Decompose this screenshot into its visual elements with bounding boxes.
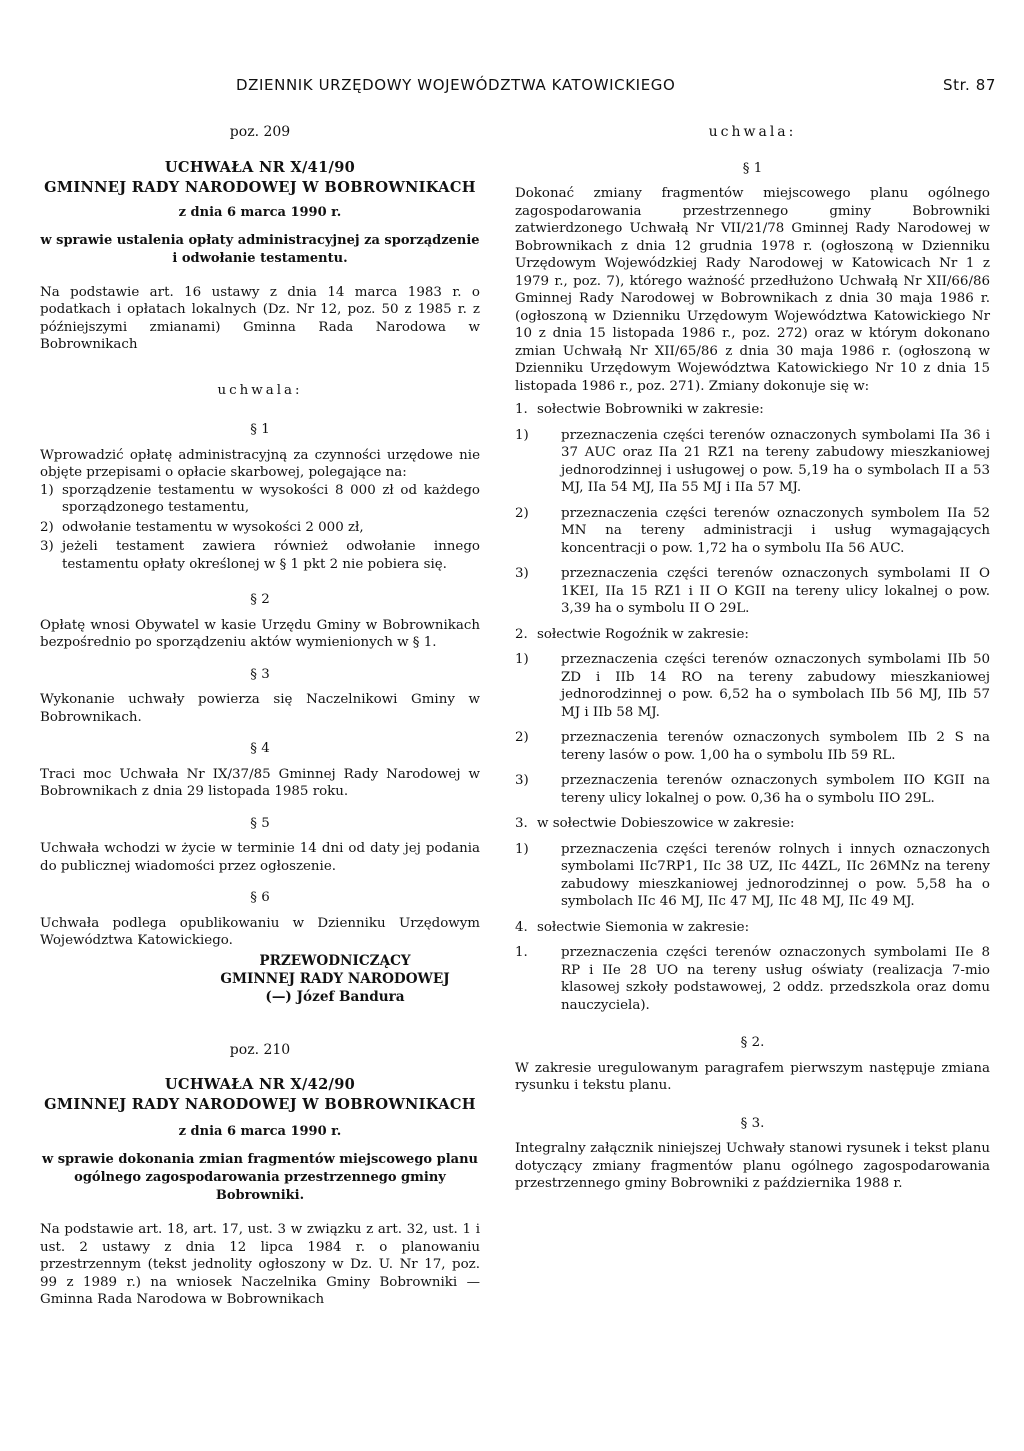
section-3-heading: § 3 xyxy=(250,666,270,682)
signature-name: (—) Józef Bandura xyxy=(265,988,405,1005)
village-group: 1. sołectwie Bobrowniki w zakresie: 1) przeznaczenia części terenów oznaczonych symbolami IIa 36 i 37 AUC oraz IIa 21 RZ1 na tereny zabudowy mieszkaniowej jednorodzinnej i usługowej o pow. 5,19 ha o symbolach II a 53 MJ, IIa 54 MJ, IIa 55 MJ i IIa 57 MJ. 2) przeznaczenia części terenów oznaczonych symbolem IIa 52 MN na tereny administracji i usług wymagających koncentracji o pow. 1,72 ha o symbolu IIa 56 AUC. 3) przeznaczenia części terenów oznaczonych symbolami II O 1KEI, IIa 15 RZ1 i II O KGII na tereny ulicy lokalnej o pow. 3,39 ha o symbolu II O 29L. xyxy=(515,402,990,616)
section-1-text: Wprowadzić opłatę administracyjną za czynności urzędowe nie objęte przepisami o opłacie skarbowej, polegające na: xyxy=(40,447,480,480)
village-group: 3. w sołectwie Dobieszowice w zakresie: 1) przeznaczenia części terenów rolnych i innych oznaczonych symbolami IIc7RP1, IIc 38 UZ, IIc 44ZL, IIc 26MNz na tereny zabudowy mieszkaniowej jednorodzinnej o pow. 5,58 ha o symbolach IIc 46 MJ, IIc 47 MJ, IIc 48 MJ, IIc 49 MJ. xyxy=(515,816,990,909)
resolution-subject-2: w sprawie dokonania zmian fragmentów miejscowego planu ogólnego zagospodarowania przestrzennego gminy Bobrowniki. xyxy=(42,1152,478,1203)
section-1-heading: § 1 xyxy=(250,422,270,437)
section-3-text-2: Integralny załącznik niniejszej Uchwały stanowi rysunek i tekst planu dotyczący zmiany fragmentów planu ogólnego zagospodarowania przestrzennego gminy Bobrowniki z października 1988 r. xyxy=(515,1141,990,1191)
decision-heading-2: uchwala: xyxy=(708,124,797,140)
village-group: 4. sołectwie Siemonia w zakresie: 1. przeznaczenia części terenów oznaczonych symbolami IIe 8 RP i IIe 28 UO na tereny usług oświaty (realizacja 7-mio klasowej szkoły podstawowej, 2 oddz. przedszkola oraz domu nauczyciela). xyxy=(515,919,990,1013)
list-item: 1) sporządzenie testamentu w wysokości 8 000 zł od każdego sporządzonego testamentu, xyxy=(40,482,480,515)
signature-block xyxy=(40,952,480,1006)
page-header xyxy=(236,76,996,94)
section-1-heading-2: § 1 xyxy=(742,160,763,176)
list-item: 1. przeznaczenia części terenów oznaczonych symbolami IIe 8 RP i IIe 28 UO na tereny usług oświaty (realizacja 7-mio klasowej szkoły podstawowej, 2 oddz. przedszkola oraz domu nauczyciela). xyxy=(515,945,990,1013)
right-column xyxy=(515,124,990,1193)
section-2-heading-2: § 2. xyxy=(740,1035,765,1050)
list-item: 2) przeznaczenia części terenów oznaczonych symbolem IIa 52 MN na tereny administracji i usług wymagających koncentracji o pow. 1,72 ha o symbolu IIa 56 AUC. xyxy=(515,505,990,556)
list-item: 3) jeżeli testament zawiera również odwołanie innego testamentu opłaty określonej w § 1 pkt 2 nie pobiera się. xyxy=(40,539,480,572)
village-list xyxy=(515,401,990,1014)
section-5-heading: § 5 xyxy=(250,815,270,831)
section-1-text-2: Dokonać zmiany fragmentów miejscowego planu ogólnego zagospodarowania przestrzennego gminy Bobrowniki zatwierdzonego Uchwałą Nr VII/21/78 Gminnej Rady Narodowej w Bobrownikach z dnia 12 grudnia 1978 r. (ogłoszoną w Dzienniku Urzędowym Wojewódzkiej Rady Narodowej w Katowicach Nr 1 z 1979 r., poz. 7), którego ważność przedłużono Uchwałą Nr XII/66/86 Gminnej Rady Narodowej w Bobrownikach z dnia 30 maja 1986 r. (ogłoszoną w Dzienniku Urzędowym Województwa Katowickiego Nr 10 z dnia 15 listopada 1986 r., poz. 272) oraz w którym dokonano zmian Uchwałą Nr XII/65/86 z dnia 30 maja 1986 r. (ogłoszoną w Dzienniku Urzędowym Województwa Katowickiego Nr 10 z dnia 15 listopada 1986 r., poz. 271). Zmiany dokonuje się w: xyxy=(515,186,990,394)
preamble: Na podstawie art. 16 ustawy z dnia 14 marca 1983 r. o podatkach i opłatach lokalnych (Dz. Nr 12, poz. 50 z 1985 r. z późniejszymi zmianami) Gminna Rada Narodowa w Bobrownikach xyxy=(40,284,480,352)
resolution-date-2: z dnia 6 marca 1990 r. xyxy=(178,1124,342,1139)
list-item: 2) przeznaczenia terenów oznaczonych symbolem IIb 2 S na tereny lasów o pow. 1,00 ha o symbolu IIb 59 RL. xyxy=(515,730,990,763)
list-item: 2) odwołanie testamentu w wysokości 2 000 zł, xyxy=(40,519,364,535)
list-item: 3) przeznaczenia części terenów oznaczonych symbolami II O 1KEI, IIa 15 RZ1 i II O KGII na tereny ulicy lokalnej o pow. 3,39 ha o symbolu II O 29L. xyxy=(515,566,990,616)
section-4-heading: § 4 xyxy=(250,741,270,756)
position-label: poz. 209 xyxy=(229,124,291,140)
village-group: 2. sołectwie Rogoźnik w zakresie: 1) przeznaczenia części terenów oznaczonych symbolami IIb 50 ZD i IIb 14 RO na tereny zabudowy mieszkaniowej jednorodzinnej o pow. 6,52 ha o symbolach IIb 56 MJ, IIb 57 MJ i IIb 58 MJ. 2) przeznaczenia terenów oznaczonych symbolem IIb 2 S na tereny lasów o pow. 1,00 ha o symbolu IIb 59 RL. 3) przeznaczenia terenów oznaczonych symbolem IIO KGII na tereny ulicy lokalnej o pow. 0,36 ha o symbolu IIO 29L. xyxy=(515,626,990,806)
list-item: 1) przeznaczenia części terenów rolnych i innych oznaczonych symbolami IIc7RP1, IIc 38 UZ, IIc 44ZL, IIc 26MNz na tereny zabudowy mieszkaniowej jednorodzinnej o pow. 5,58 ha o symbolach IIc 46 MJ, IIc 47 MJ, IIc 48 MJ, IIc 49 MJ. xyxy=(515,841,990,909)
signature-council: GMINNEJ RADY NARODOWEJ xyxy=(220,970,450,987)
resolution-number: UCHWAŁA NR X/41/90 xyxy=(164,158,356,176)
council-name: GMINNEJ RADY NARODOWEJ W BOBROWNIKACH xyxy=(44,178,476,196)
section-5-text: Uchwała wchodzi w życie w terminie 14 dni od daty jej podania do publicznej wiadomości przez ogłoszenie. xyxy=(40,841,480,874)
section-3-text: Wykonanie uchwały powierza się Naczelnikowi Gminy w Bobrownikach. xyxy=(40,692,480,725)
section-6-text: Uchwała podlega opublikowaniu w Dzienniku Urzędowym Województwa Katowickiego. xyxy=(40,915,480,948)
preamble-2: Na podstawie art. 18, art. 17, ust. 3 w związku z art. 32, ust. 1 i ust. 2 ustawy z dnia 12 lipca 1984 r. o planowaniu przestrzennym (tekst jednolity ogłoszony w Dz. U. Nr 17, poz. 99 z 1989 r.) na wniosek Naczelnika Gminy Bobrowniki — Gminna Rada Narodowa w Bobrownikach xyxy=(40,1222,480,1307)
section-3-heading-2: § 3. xyxy=(740,1115,765,1131)
section-2-heading: § 2 xyxy=(250,592,270,607)
journal-title: DZIENNIK URZĘDOWY WOJEWÓDZTWA KATOWICKIEGO xyxy=(236,76,676,94)
section-1-list xyxy=(40,482,480,574)
council-name-2: GMINNEJ RADY NARODOWEJ W BOBROWNIKACH xyxy=(44,1096,476,1113)
resolution-subject: w sprawie ustalenia opłaty administracyjnej za sporządzenie i odwołanie testamentu. xyxy=(40,232,480,266)
section-2-text-2: W zakresie uregulowanym paragrafem pierwszym następuje zmiana rysunku i tekstu planu. xyxy=(515,1060,990,1093)
section-2-text: Opłatę wnosi Obywatel w kasie Urzędu Gminy w Bobrownikach bezpośrednio po sporządzeniu aktów wymienionych w § 1. xyxy=(40,617,480,650)
list-item: 1) przeznaczenia części terenów oznaczonych symbolami IIa 36 i 37 AUC oraz IIa 21 RZ1 na tereny zabudowy mieszkaniowej jednorodzinnej i usługowej o pow. 5,19 ha o symbolach II a 53 MJ, IIa 54 MJ, IIa 55 MJ i IIa 57 MJ. xyxy=(515,427,990,495)
page-number: Str. 87 xyxy=(942,76,996,94)
decision-heading: uchwala: xyxy=(217,382,303,398)
resolution-number-2: UCHWAŁA NR X/42/90 xyxy=(164,1076,356,1093)
list-item: 1) przeznaczenia części terenów oznaczonych symbolami IIb 50 ZD i IIb 14 RO na tereny zabudowy mieszkaniowej jednorodzinnej o pow. 6,52 ha o symbolach IIb 56 MJ, IIb 57 MJ i IIb 58 MJ. xyxy=(515,652,990,720)
resolution-date: z dnia 6 marca 1990 r. xyxy=(178,204,342,220)
position-label-2: poz. 210 xyxy=(229,1041,291,1058)
left-column xyxy=(40,124,480,1309)
section-6-heading: § 6 xyxy=(250,890,270,905)
section-4-text: Traci moc Uchwała Nr IX/37/85 Gminnej Rady Narodowej w Bobrownikach z dnia 29 listopada 1985 roku. xyxy=(40,766,480,799)
list-item: 3) przeznaczenia terenów oznaczonych symbolem IIO KGII na tereny ulicy lokalnej o pow. 0,36 ha o symbolu IIO 29L. xyxy=(515,773,990,806)
signature-title: PRZEWODNICZĄCY xyxy=(259,952,411,969)
